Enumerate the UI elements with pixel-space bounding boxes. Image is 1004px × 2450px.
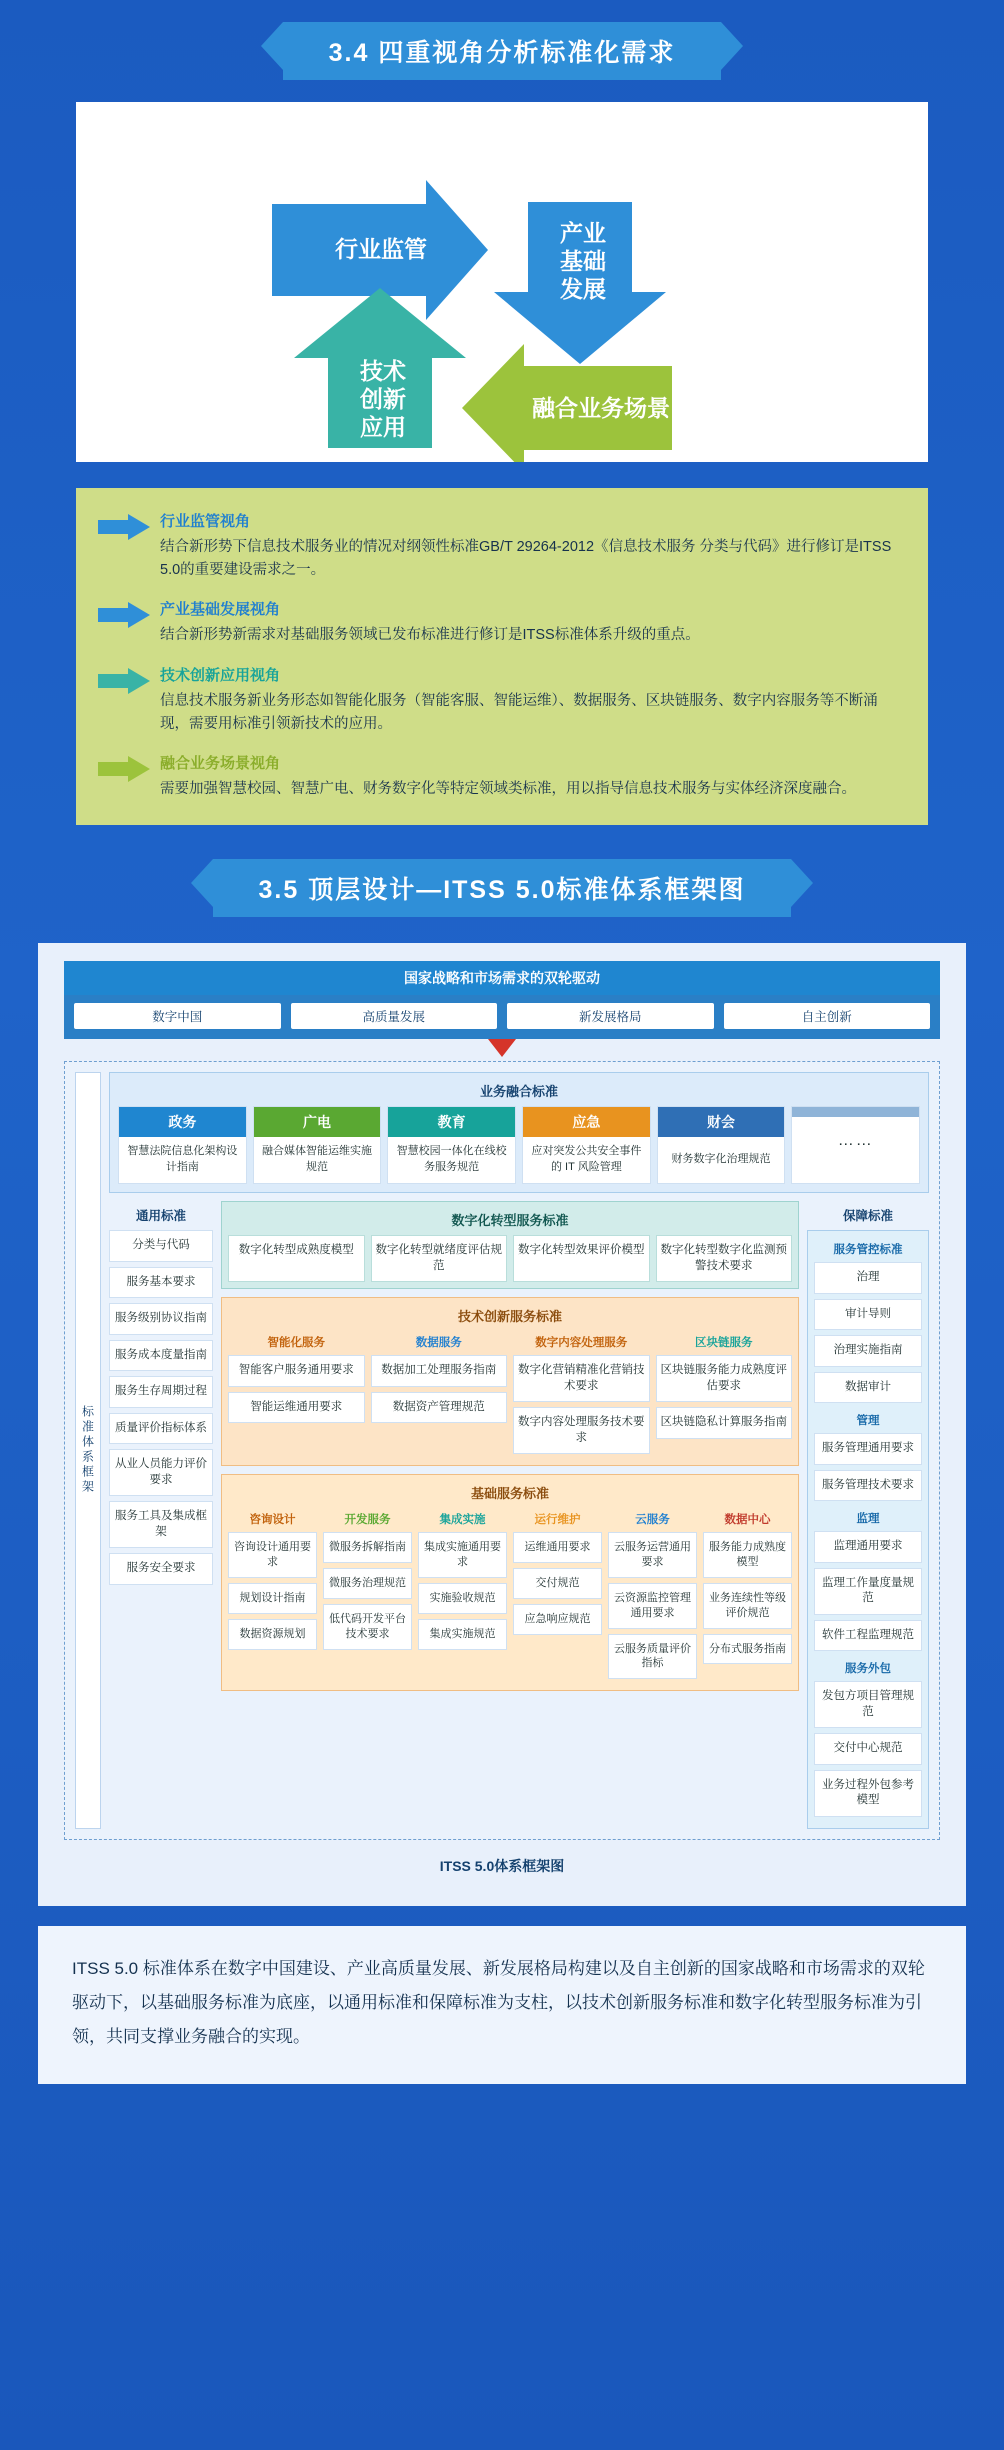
group-item: 集成实施通用要求 [418, 1532, 507, 1578]
arrow-industry-base-development [494, 202, 666, 364]
group-head: 区块链服务 [695, 1337, 753, 1350]
guarantee-item: 交付中心规范 [814, 1733, 922, 1765]
guarantee-item: 治理实施指南 [814, 1335, 922, 1367]
group-item: 区块链隐私计算服务指南 [656, 1407, 793, 1439]
tech-innovation-block [221, 1297, 799, 1466]
framework-main [109, 1072, 929, 1829]
guarantee-sub-title: 管理 [856, 1415, 880, 1428]
group-item: 云资源监控管理通用要求 [608, 1583, 697, 1629]
group-item: 应急响应规范 [513, 1604, 602, 1635]
general-item: 服务级别协议指南 [109, 1303, 213, 1335]
arrow-integrated-business-scenario [462, 344, 672, 462]
guarantee-item: 数据审计 [814, 1372, 922, 1404]
col-item: 财务数字化治理规范 [671, 1153, 771, 1166]
section-34-banner: 3.4 四重视角分析标准化需求 [283, 22, 722, 80]
group-head: 云服务 [635, 1514, 670, 1527]
general-item: 服务安全要求 [109, 1553, 213, 1585]
framework-caption: ITSS 5.0体系框架图 [439, 1857, 565, 1874]
guarantee-sub-title: 监理 [856, 1513, 880, 1526]
viewpoint-list-panel [76, 488, 928, 825]
general-item: 服务成本度量指南 [109, 1340, 213, 1372]
group-item: 业务连续性等级评价规范 [703, 1583, 792, 1629]
guarantee-item: 治理 [814, 1262, 922, 1294]
guarantee-item: 监理工作量度量规范 [814, 1568, 922, 1615]
business-fusion-columns [118, 1106, 920, 1184]
business-col-more [791, 1106, 920, 1184]
viewpoint-item-industry-regulation [98, 510, 902, 582]
bs-group-operation [513, 1508, 602, 1684]
group-item: 智能运维通用要求 [228, 1392, 365, 1424]
viewpoint-text: 需要加强智慧校园、智慧广电、财务数字化等特定领域类标准，用以指导信息技术服务与实体经济深度融合。 [160, 780, 856, 797]
group-head: 智能化服务 [267, 1337, 325, 1350]
ti-group-blockchain [656, 1331, 793, 1459]
group-item: 微服务拆解指南 [323, 1532, 412, 1563]
group-item: 分布式服务指南 [703, 1634, 792, 1665]
digital-transformation-block [221, 1201, 799, 1289]
framework-side-label: 标准体系框架 [75, 1072, 101, 1829]
viewpoint-title: 技术创新应用视角 [160, 666, 281, 684]
group-head: 数据中心 [724, 1514, 771, 1527]
ti-group-intelligent [228, 1331, 365, 1459]
base-service-block [221, 1474, 799, 1691]
col-head: 应急 [523, 1107, 650, 1137]
business-fusion-title: 业务融合标准 [479, 1084, 558, 1100]
summary-text: ITSS 5.0 标准体系在数字中国建设、产业高质量发展、新发展格局构建以及自主创新的国家战略和市场需求的双轮驱动下，以基础服务标准为底座，以通用标准和保障标准为支柱，以技术创新服务标准和数字化转型服务标准为引领，共同支撑业务融合的实现。 [72, 1958, 925, 2046]
drive-chip: 高质量发展 [291, 1003, 498, 1029]
general-item: 从业人员能力评价要求 [109, 1449, 213, 1496]
framework-box [64, 1061, 940, 1840]
group-item: 集成实施规范 [418, 1619, 507, 1650]
drive-chips [64, 995, 940, 1039]
framework-middle-row [109, 1201, 929, 1829]
col-head [792, 1107, 919, 1117]
group-item: 实施验收规范 [418, 1583, 507, 1614]
group-item: 数据资源规划 [228, 1619, 317, 1650]
arrow-label-tech-innovation-application: 技术 创新 应用 [360, 358, 406, 441]
bs-group-cloud [608, 1508, 697, 1684]
bs-group-development [323, 1508, 412, 1684]
digital-transformation-title: 数字化转型服务标准 [451, 1213, 569, 1229]
guarantee-item: 审计导则 [814, 1299, 922, 1331]
business-col-education [387, 1106, 516, 1184]
col-head: 教育 [388, 1107, 515, 1137]
col-head: 财会 [658, 1107, 785, 1137]
framework-panel [38, 943, 966, 1906]
col-item: 智慧法院信息化架构设计指南 [127, 1145, 238, 1174]
tech-innovation-title: 技术创新服务标准 [457, 1309, 562, 1325]
col-head: 广电 [254, 1107, 381, 1137]
arrow-icon [98, 664, 160, 736]
group-item: 区块链服务能力成熟度评估要求 [656, 1355, 793, 1402]
arrow-icon [98, 752, 160, 801]
digital-transformation-items [228, 1235, 792, 1282]
group-item: 数字内容处理服务技术要求 [513, 1407, 650, 1454]
group-item: 运维通用要求 [513, 1532, 602, 1563]
arrow-tech-innovation-application [294, 288, 466, 448]
group-head: 运行维护 [534, 1514, 581, 1527]
group-item: 规划设计指南 [228, 1583, 317, 1614]
guarantee-sub-title: 服务管控标准 [833, 1244, 903, 1257]
col-head: 政务 [119, 1107, 246, 1137]
viewpoint-text: 结合新形势下信息技术服务业的情况对纲领性标准GB/T 29264-2012《信息技术服务 分类与代码》进行修订是ITSS 5.0的重要建设需求之一。 [160, 539, 892, 579]
arrow-label-industry-regulation: 行业监管 [335, 236, 427, 262]
drive-chip: 自主创新 [724, 1003, 931, 1029]
group-item: 智能客户服务通用要求 [228, 1355, 365, 1387]
arrow-label-integrated-business-scenario: 融合业务场景 [532, 395, 670, 421]
general-item: 服务生存周期过程 [109, 1376, 213, 1408]
viewpoint-item-tech-innovation [98, 664, 902, 736]
guarantee-item: 软件工程监理规范 [814, 1620, 922, 1652]
guarantee-item: 业务过程外包参考模型 [814, 1770, 922, 1817]
dt-item: 数字化转型效果评价模型 [513, 1235, 650, 1282]
ti-group-digital-content [513, 1331, 650, 1459]
business-col-broadcast [253, 1106, 382, 1184]
business-col-emergency [522, 1106, 651, 1184]
guarantee-item: 服务管理通用要求 [814, 1433, 922, 1465]
down-arrow-row [64, 1039, 940, 1061]
arrow-icon [98, 598, 160, 647]
section-35-banner-wrap [0, 825, 1004, 917]
group-item: 服务能力成熟度模型 [703, 1532, 792, 1578]
dt-item: 数字化转型就绪度评估规范 [371, 1235, 508, 1282]
guarantee-item: 服务管理技术要求 [814, 1470, 922, 1502]
group-item: 云服务质量评价指标 [608, 1634, 697, 1680]
viewpoint-title: 行业监管视角 [160, 513, 251, 530]
group-item: 数字化营销精准化营销技术要求 [513, 1355, 650, 1402]
business-col-finance [657, 1106, 786, 1184]
guarantee-title: 保障标准 [842, 1209, 893, 1224]
viewpoint-title: 产业基础发展视角 [160, 601, 281, 619]
section-34-banner-wrap [0, 0, 1004, 80]
col-item: 应对突发公共安全事件的 IT 风险管理 [531, 1145, 642, 1174]
group-head: 集成实施 [439, 1514, 486, 1527]
group-item: 数据加工处理服务指南 [371, 1355, 508, 1387]
ti-group-data [371, 1331, 508, 1459]
guarantee-sub-title: 服务外包 [845, 1663, 891, 1676]
base-service-title: 基础服务标准 [470, 1486, 549, 1502]
arrow-label-industry-base-development: 产业 基础 发展 [560, 220, 606, 303]
viewpoint-item-integrated-business [98, 752, 902, 801]
viewpoint-title: 融合业务场景视角 [160, 754, 281, 772]
col-item: 融合媒体智能运维实施规范 [262, 1145, 372, 1174]
group-head: 开发服务 [344, 1514, 391, 1527]
general-standards-title: 通用标准 [135, 1209, 186, 1224]
guarantee-block [807, 1230, 929, 1829]
section-35-banner: 3.5 顶层设计—ITSS 5.0标准体系框架图 [213, 859, 792, 917]
group-item: 微服务治理规范 [323, 1568, 412, 1599]
arrow-down-icon [488, 1039, 516, 1057]
bs-group-data-center [703, 1508, 792, 1684]
col-item: …… [837, 1131, 874, 1149]
guarantee-standards-column [807, 1201, 929, 1829]
group-item: 低代码开发平台技术要求 [323, 1604, 412, 1650]
business-col-government [118, 1106, 247, 1184]
dt-item: 数字化转型数字化监测预警技术要求 [656, 1235, 793, 1282]
tech-innovation-groups [228, 1331, 792, 1459]
general-item: 质量评价指标体系 [109, 1413, 213, 1445]
bs-group-consulting [228, 1508, 317, 1684]
general-item: 分类与代码 [109, 1230, 213, 1262]
col-item: 智慧校园一体化在线校务服务规范 [396, 1145, 507, 1174]
center-standards-column [221, 1201, 799, 1829]
drive-chip: 新发展格局 [507, 1003, 714, 1029]
group-item: 咨询设计通用要求 [228, 1532, 317, 1578]
drive-chip: 数字中国 [74, 1003, 281, 1029]
business-fusion-block [109, 1072, 929, 1193]
group-item: 云服务运营通用要求 [608, 1532, 697, 1578]
group-head: 咨询设计 [249, 1514, 296, 1527]
group-item: 数据资产管理规范 [371, 1392, 508, 1424]
bs-group-integration [418, 1508, 507, 1684]
group-head: 数据服务 [415, 1337, 462, 1350]
cycle-diagram-svg [76, 102, 928, 462]
general-item: 服务基本要求 [109, 1267, 213, 1299]
viewpoint-text: 信息技术服务新业务形态如智能化服务（智能客服、智能运维）、数据服务、区块链服务、数字内容服务等不断涌现，需要用标准引领新技术的应用。 [160, 692, 878, 732]
general-standards-column [109, 1201, 213, 1829]
guarantee-item: 发包方项目管理规范 [814, 1681, 922, 1728]
group-item: 交付规范 [513, 1568, 602, 1599]
general-item: 服务工具及集成框架 [109, 1501, 213, 1548]
viewpoint-item-industry-base-development [98, 598, 902, 647]
viewpoint-text: 结合新形势新需求对基础服务领域已发布标准进行修订是ITSS标准体系升级的重点。 [160, 627, 700, 644]
drive-bar-title: 国家战略和市场需求的双轮驱动 [64, 961, 940, 995]
summary-panel [38, 1926, 966, 2084]
base-service-groups [228, 1508, 792, 1684]
cycle-diagram-panel [76, 102, 928, 462]
arrow-icon [98, 510, 160, 582]
guarantee-item: 监理通用要求 [814, 1531, 922, 1563]
group-head: 数字内容处理服务 [535, 1337, 628, 1350]
dt-item: 数字化转型成熟度模型 [228, 1235, 365, 1282]
